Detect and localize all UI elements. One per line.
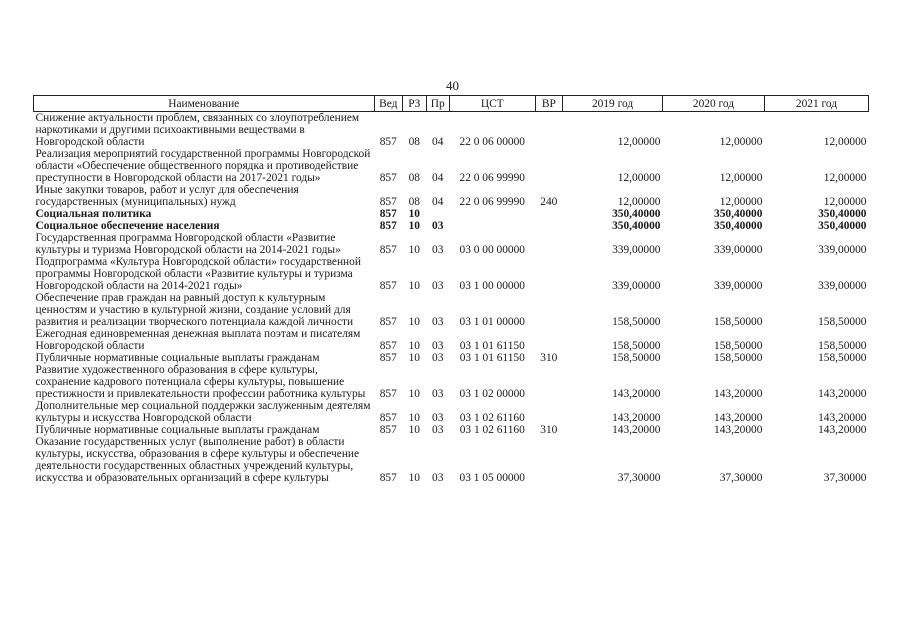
row-2020: 339,00000 (714, 280, 763, 292)
row-rz: 10 (408, 352, 420, 364)
row-vr: 310 (540, 352, 558, 364)
row-2019: 158,50000 (612, 352, 661, 364)
row-cst: 03 1 01 61150 (459, 340, 525, 352)
table-row (34, 148, 869, 184)
table-row (34, 220, 869, 232)
row-rz: 08 (408, 136, 420, 148)
row-cst: 03 1 02 00000 (459, 388, 525, 400)
row-vr: 240 (540, 196, 558, 208)
table-row (34, 400, 869, 424)
row-2020: 350,40000 (714, 220, 763, 232)
row-2021: 339,00000 (818, 244, 867, 256)
row-2021: 37,30000 (823, 472, 867, 484)
row-2019: 339,00000 (612, 244, 661, 256)
row-vr (535, 256, 563, 292)
row-vr (535, 220, 563, 232)
budget-table (33, 95, 869, 484)
row-2020: 12,00000 (719, 136, 763, 148)
row-ved: 857 (379, 316, 397, 328)
row-pr: 03 (432, 280, 444, 292)
header-2021: 2021 год (764, 96, 868, 112)
row-name: Оказание государственных услуг (выполнение работ) в области культуры, искусства, образования в сфере культуры и обеспечение деятельности государственных областных учреждений культуры, искусства и образовательных организаций в сфере культуры (35, 436, 360, 484)
header-2019: 2019 год (563, 96, 663, 112)
row-cst: 03 1 02 61160 (459, 412, 525, 424)
row-2020: 158,50000 (714, 352, 763, 364)
row-name: Развитие художественного образования в сфере культуры, сохранение кадрового потенциала сферы культуры, повышение престижности и привлекательности профессии работника культуры (35, 364, 366, 400)
header-pr: Пр (426, 96, 449, 112)
row-pr: 03 (432, 424, 444, 436)
row-2020: 158,50000 (714, 340, 763, 352)
table-row (34, 424, 869, 436)
row-cst: 03 1 01 00000 (459, 316, 525, 328)
table-row (34, 364, 869, 400)
row-2020: 143,20000 (714, 412, 763, 424)
row-ved: 857 (379, 340, 397, 352)
row-2021: 158,50000 (818, 352, 867, 364)
row-ved: 857 (379, 244, 397, 256)
row-2021: 339,00000 (818, 280, 867, 292)
row-rz: 10 (408, 340, 420, 352)
row-2020: 143,20000 (714, 424, 763, 436)
row-vr (535, 232, 563, 256)
row-cst (449, 220, 535, 232)
row-name: Ежегодная единовременная денежная выплата поэтам и писателям Новгородской области (35, 328, 361, 352)
page-number: 40 (446, 78, 459, 93)
row-2020: 12,00000 (719, 196, 763, 208)
row-pr: 03 (432, 316, 444, 328)
row-pr: 04 (432, 136, 444, 148)
row-2019: 350,40000 (612, 208, 661, 220)
row-vr: 310 (540, 424, 558, 436)
row-rz: 08 (408, 196, 420, 208)
row-vr (535, 148, 563, 184)
table-row (34, 328, 869, 352)
row-2021: 350,40000 (818, 220, 867, 232)
row-2019: 143,20000 (612, 388, 661, 400)
row-rz: 10 (408, 472, 420, 484)
row-2021: 158,50000 (818, 316, 867, 328)
row-ved: 857 (379, 424, 397, 436)
row-vr (535, 400, 563, 424)
row-cst: 22 0 06 00000 (459, 136, 525, 148)
table-row (34, 208, 869, 220)
table-row (34, 352, 869, 364)
row-pr: 03 (432, 412, 444, 424)
row-cst: 03 1 05 00000 (459, 472, 525, 484)
row-pr: 03 (432, 388, 444, 400)
row-name: Обеспечение прав граждан на равный доступ к культурным ценностям и участию в культурной жизни, создание условий для развития и реализации творческого потенциала каждой личности (35, 292, 354, 328)
row-pr: 04 (432, 172, 444, 184)
row-2019: 12,00000 (617, 172, 661, 184)
row-2019: 339,00000 (612, 280, 661, 292)
row-2020: 339,00000 (714, 244, 763, 256)
row-name: Снижение актуальности проблем, связанных со злоупотреблением наркотиками и другими психоактивными веществами в Новгородской области (35, 112, 360, 148)
row-ved: 857 (379, 172, 397, 184)
row-pr: 03 (432, 340, 444, 352)
header-cst: ЦСТ (449, 96, 535, 112)
row-rz: 08 (408, 172, 420, 184)
row-cst: 03 1 02 61160 (459, 424, 525, 436)
row-2019: 143,20000 (612, 412, 661, 424)
row-pr: 04 (432, 196, 444, 208)
row-2019: 37,30000 (617, 472, 661, 484)
row-ved: 857 (379, 220, 397, 232)
row-name: Социальное обеспечение населения (35, 220, 220, 232)
row-vr (535, 328, 563, 352)
row-name: Реализация мероприятий государственной программы Новгородской области «Обеспечение общественного порядка и противодействие преступности в Новгородской области на 2017-2021 годы» (35, 148, 371, 184)
row-pr: 03 (432, 244, 444, 256)
row-ved: 857 (379, 196, 397, 208)
row-rz: 10 (408, 244, 420, 256)
row-2020: 143,20000 (714, 388, 763, 400)
row-name: Государственная программа Новгородской области «Развитие культуры и туризма Новгородской области на 2014-2021 годы» (35, 232, 341, 256)
row-rz: 10 (408, 220, 420, 232)
row-pr: 03 (432, 220, 444, 232)
row-2019: 12,00000 (617, 136, 661, 148)
row-2021: 158,50000 (818, 340, 867, 352)
row-2021: 350,40000 (818, 208, 867, 220)
row-vr (535, 292, 563, 328)
row-name: Социальная политика (35, 208, 152, 220)
header-vr: ВР (535, 96, 563, 112)
header-ved: Вед (374, 96, 403, 112)
header-name: Наименование (34, 96, 375, 112)
table-row (34, 112, 869, 149)
row-name: Публичные нормативные социальные выплаты гражданам (35, 352, 320, 364)
row-ved: 857 (379, 352, 397, 364)
row-cst: 22 0 06 99990 (459, 196, 525, 208)
row-pr (426, 208, 449, 220)
row-ved: 857 (379, 280, 397, 292)
header-rz: РЗ (403, 96, 426, 112)
table-header-row (34, 96, 869, 112)
table-row (34, 292, 869, 328)
table-row (34, 256, 869, 292)
row-name: Дополнительные мер социальной поддержки заслуженным деятелям культуры и искусства Новгородской области (35, 400, 371, 424)
row-rz: 10 (408, 316, 420, 328)
row-rz: 10 (408, 412, 420, 424)
row-2021: 143,20000 (818, 412, 867, 424)
row-2019: 158,50000 (612, 340, 661, 352)
row-cst: 03 1 01 61150 (459, 352, 525, 364)
row-rz: 10 (408, 424, 420, 436)
row-2020: 158,50000 (714, 316, 763, 328)
row-vr (535, 208, 563, 220)
row-ved: 857 (379, 208, 397, 220)
table-row (34, 232, 869, 256)
row-cst: 22 0 06 99990 (459, 172, 525, 184)
row-name: Иные закупки товаров, работ и услуг для обеспечения государственных (муниципальных) нужд (35, 184, 299, 208)
row-ved: 857 (379, 388, 397, 400)
table-row (34, 184, 869, 208)
row-2019: 143,20000 (612, 424, 661, 436)
row-2021: 12,00000 (823, 196, 867, 208)
row-2021: 12,00000 (823, 136, 867, 148)
table-row (34, 436, 869, 484)
row-cst: 03 1 00 00000 (459, 280, 525, 292)
row-2020: 12,00000 (719, 172, 763, 184)
row-vr (535, 436, 563, 484)
row-2021: 143,20000 (818, 424, 867, 436)
row-pr: 03 (432, 472, 444, 484)
row-2019: 350,40000 (612, 220, 661, 232)
row-vr (535, 364, 563, 400)
row-2019: 12,00000 (617, 196, 661, 208)
row-cst: 03 0 00 00000 (459, 244, 525, 256)
row-2020: 37,30000 (719, 472, 763, 484)
row-2021: 12,00000 (823, 172, 867, 184)
row-name: Публичные нормативные социальные выплаты гражданам (35, 424, 320, 436)
row-ved: 857 (379, 472, 397, 484)
row-2020: 350,40000 (714, 208, 763, 220)
row-ved: 857 (379, 136, 397, 148)
header-2020: 2020 год (663, 96, 765, 112)
row-rz: 10 (408, 208, 420, 220)
row-2021: 143,20000 (818, 388, 867, 400)
row-vr (535, 112, 563, 149)
row-ved: 857 (379, 412, 397, 424)
row-cst (449, 208, 535, 220)
row-2019: 158,50000 (612, 316, 661, 328)
row-rz: 10 (408, 388, 420, 400)
row-rz: 10 (408, 280, 420, 292)
row-pr: 03 (432, 352, 444, 364)
row-name: Подпрограмма «Культура Новгородской области» государственной программы Новгородской области «Развитие культуры и туризма Новгородской области на 2014-2021 годы» (35, 256, 361, 292)
